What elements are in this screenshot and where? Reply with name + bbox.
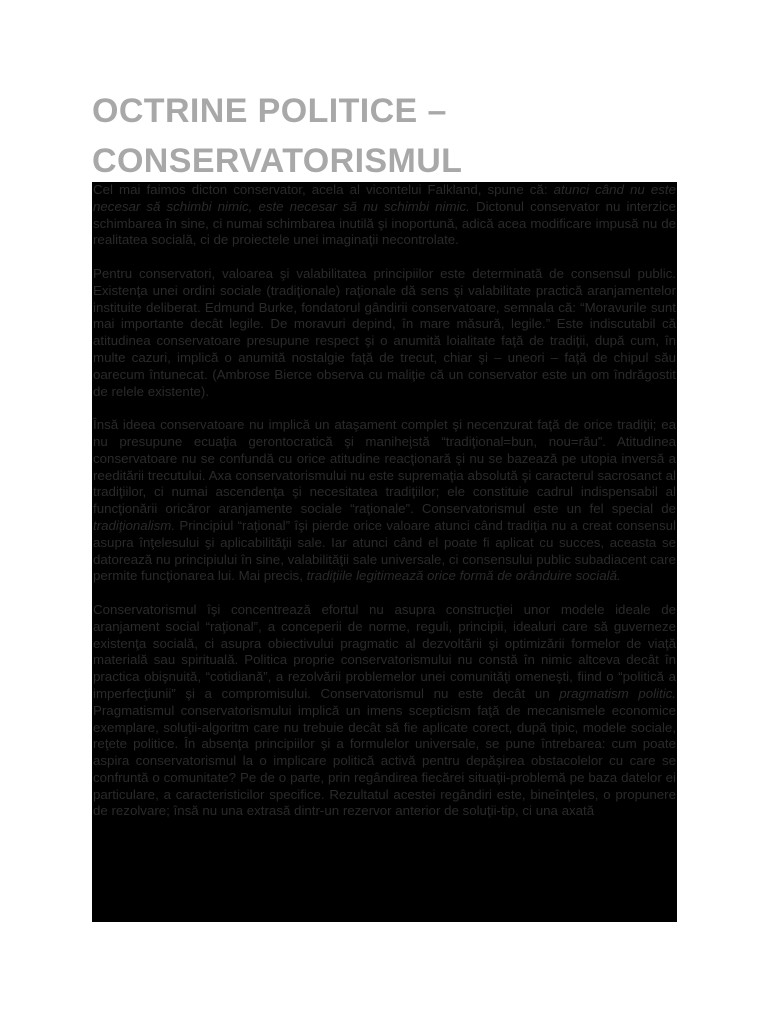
italic-text-segment: pragmatism politic. [559,685,676,701]
text-segment: Pentru conservatori, valoarea şi valabilitatea principiilor este determinată de consensul public. Existenţa unei ordini sociale (tradiţionale) raţionale dă sens şi valabilitate practică aranjamentelor instituite deliberat. Edmund Burke, fondatorul gândirii conservatoare, semnala că: “Moravurile sunt mai importante decât legile. De moravuri depind, în mare măsură, legile.” Este indiscutabil că atitudinea conservatoare presupune respect şi o anumită loialitate faţă de tradiţii, după cum, în multe cazuri, implică o anumită nostalgie faţă de trecut, chiar şi – uneori – faţă de chipul său oarecum întunecat. (Ambrose Bierce observa cu maliţie că un conservator este un om îndrăgostit de relele existente). [93,265,676,399]
text-segment: Conservatorismul îşi concentrează efortul nu asupra construcţiei unor modele ideale de aranjament social “raţional”, a conceperii de norme, reguli, principii, idealuri care să guverneze existenţa socială, ci asupra obiectivului pragmatic al dezvoltării şi optimizării formelor de viaţă materială sau spirituală. Politica proprie conservatorismului nu constă în nimic altceva decât în practica obişnuită, “cotidiană”, a rezolvării problemelor unei comunităţi omeneşti, fiind o “politică a imperfecţiunii” şi a compromisului. Conservatorismul nu este decât un [93,601,676,701]
paragraph [93,417,676,585]
text-segment: Principiul “raţional” îşi pierde orice valoare atunci când tradiţia nu a creat consensul asupra înţelesului şi aplicabilităţii sale. Iar atunci când el poate fi aplicat cu succes, aceasta se datorează nu principiului în sine, valabilităţii sale universale, ci consensului public subadiacent care permite funcţionarea lui. Mai precis, [93,517,676,584]
italic-text-segment: atunci când nu este necesar să schimbi nimic, este necesar să nu schimbi nimic. [93,182,676,214]
page-title [92,86,692,186]
text-segment: Cel mai faimos dicton conservator, acela al vicontelui Falkland, spune că: [93,182,554,197]
text-segment: Pragmatismul conservatorismului implică un imens scepticism faţă de mecanismele economice exemplare, soluţii-algoritm care nu trebuie decât să fie aplicate corect, după tipic, modele sociale, reţete politice. În absenţa principiilor şi a formulelor universale, se pune întrebarea: cum poate aspira conservatorismul la o implicare politică activă pentru depăşirea obstacolelor cu care se confruntă o comunitate? Pe de o parte, prin regândirea fiecărei situaţii-problemă pe baza datelor ei particulare, a caracteristicilor specifice. Rezultatul acestei regândiri este, bineînţeles, o propunere de rezolvare; însă nu una extrasă dintr-un rezervor anterior de soluţii-tip, ci una axată [93,702,676,819]
text-segment: Dictonul conservator nu interzice schimbarea în sine, ci numai schimbarea inutilă şi inoportună, adică acea modificare impusă nu de realitatea socială, ci de proiectele unei imaginaţii necontrolate. [93,198,676,248]
page-title-line-1: OCTRINE POLITICE – [92,92,447,130]
paragraph [93,602,676,820]
article-body [92,182,677,922]
italic-text-segment: tradiţiile legitimează orice formă de orânduire socială. [306,568,621,584]
italic-text-segment: tradiţionalism. [93,517,176,533]
text-segment: Însă ideea conservatoare nu implică un ataşament complet şi necenzurat faţă de orice tradiţii; ea nu presupune ecuaţia gerontocratică şi manihei̧stă “tradiţional=bun, nou=rău”. Atitudinea conservatoare nu se confundă cu orice atitudine reacţionară şi nu se bazează pe utopia inversă a reeditării trecutului. Axa conservatorismului nu este supremaţia absolută şi caracterul sacrosanct al tradiţiilor, ci numai ascendenţa şi necesitatea tradiţiilor; ele constituie cadrul indispensabil al funcţionării oricăror aranjamente sociale “raţionale”. Conservatorismul este un fel special de [93,417,676,517]
paragraph [93,266,676,400]
paragraph [93,182,676,249]
page-title-line-2: CONSERVATORISMUL [92,142,463,180]
